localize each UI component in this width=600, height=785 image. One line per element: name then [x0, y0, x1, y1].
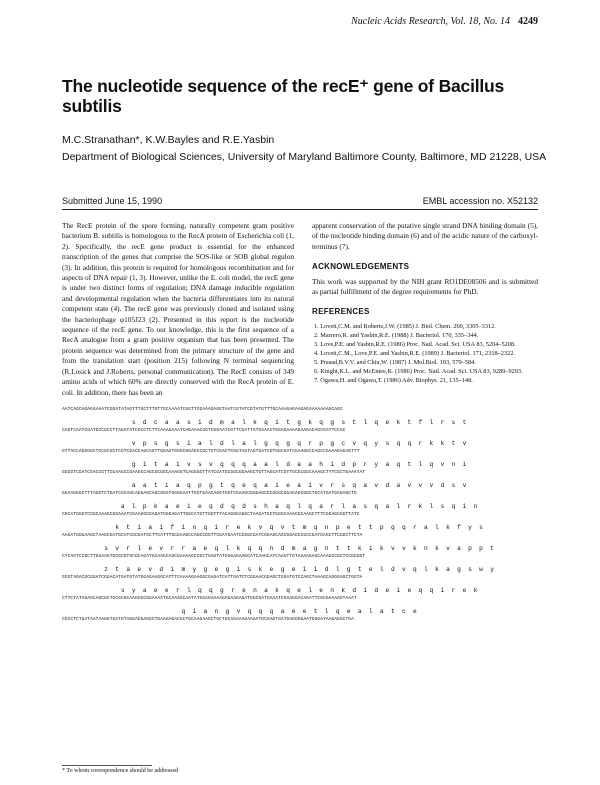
- header-divider: [62, 209, 538, 210]
- amino-acid-line: v p s g s i a l d l a l g q g q r p g c v q y s q q r k k t v: [131, 440, 469, 447]
- sequence-row: [62, 607, 538, 623]
- footnote-divider: [62, 765, 152, 766]
- footnote: * To whom correspondence should be addressed: [62, 768, 179, 774]
- acknowledgements-heading: ACKNOWLEDGEMENTS: [312, 262, 410, 272]
- sequence-figure: [62, 406, 538, 628]
- sequence-row: [62, 439, 538, 455]
- nucleotide-line: GTTACCAGGGGCTCCGCGCTCGTCGACCAGCAGTTGGAGTGGGCGGAGCCGCTCTCGACTCGGTAGTAGTGATCGTGGCGATCGAAGGCCAGCCGAAAGAGAGTTT: [62, 449, 360, 454]
- amino-acid-line: s y a e e r l q q g r e n a k q e l e n k d i d e i e q q i r e k: [120, 587, 480, 594]
- nucleotide-line: CTTCTATAGAGCAGCGCTGCGCGCAAGGGCGGAAAATGCAAAGCAATATGGAGAAAAGAGAAGAGATGGCGATGAAATCGAAGGACAGATTCGCGAAAAGTAAAT: [62, 596, 357, 601]
- reference-item: 4. Lovett,C.M., Love,P.E. and Yasbin,R.E. (1989) J. Bacteriol. 171, 2318–2322.: [314, 349, 515, 357]
- nucleotide-line: GCGTAGACGCGGATCGGACATGATGTATGGAGAAGGCATTTCAAAAGAAGGCGAGATCATTGATCTCGGAACGGAGCTGGATGTCCAGCTAAAGCAGGGAGCTGGTA: [62, 575, 363, 580]
- sequence-row: [62, 481, 538, 497]
- body-paragraph: The RecE protein of the spore forming, naturally competent gram positive bacterium B. subtilis is homologous to the RecA protein of Escherichia coli (1, 2). Specifically, the recE gene product is essential for the enhanced transcription of the genes that comprise the SOS-like or SOB global regulon (3). In addition, this protein is required for homologous recombination and for aspects of DNA repair (1, 3). However, unlike the E. coli model, the recE gene is under two distinct forms of regulation; DNA damage inducible regulation and developmental regulation when the bacteria differentiates into its natural competent state (4). The recE gene was previously cloned and isolated using the bacteriophage φ105J23 (2). Presented in this report is the nucleotide sequence of the recE gene. To our knowledge, this is the first sequence of a RecA analogue from a gram positive organism that has been presented. The protein sequence was determined from the primary structure of the gene and from the translation start (position 215) following N terminal sequencing (R.Losick and J.Roberts, personal communication). The RecE consists of 349 amino acids of which 60% are directly conserved with the RecA protein of E. coli. In addition, there has been an: [62, 221, 294, 397]
- journal-citation: Nucleic Acids Research, Vol. 18, No. 14: [351, 16, 510, 27]
- nucleotide-line: CAGTCAATCGATGCCGCCTTAGATATCGCCTCTTCAAAGAAATCAGAAACGGTCGGAATCGTTCGATTATGAAACTGGAGAAAAGAAGACAGCGATTCCAC: [62, 428, 346, 433]
- reference-list: [312, 322, 538, 385]
- amino-acid-line: s d c a a s i d m a l k q i t g k q g s t l q e k t f l r s t: [131, 419, 469, 426]
- references-heading: REFERENCES: [312, 307, 370, 317]
- amino-acid-line: a l p k a e i e q d q d s h a q l q a r l a s q a l r k l s q i n: [120, 503, 480, 510]
- sequence-row: [62, 406, 538, 413]
- sequence-row: [62, 565, 538, 581]
- nucleotide-line: CGCCTCTGATAATAAGGTGATGTAGGAGGAGGCTGAAGAGACGCTGCAAGAAGCTGCTGCAGAAAGAAGATGCGAGTGATGAGGGGAATGGGATAAGAGGCTGA: [62, 617, 354, 622]
- nucleotide-line: AAGATGGGAAGCTAAGCGATGCATCGCGATGCTTCATTTGCGAAGCCAGCCGGTTCGATGAATCCGGCGATCGGAGCAGCGGAGCCGCCGATGAGCTTCGGCTTCTA: [62, 533, 363, 538]
- nucleotide-line: CTCAGTCCGCTTGGAAGTGCGCGTGCGCAGATGCAAGCAGCGAAAAGCCGCTGAGTATGGGAGAAGCATCAAGCATCAAGTTGTAAAAGAGCAAAGCCGCTCCGCGGT: [62, 554, 366, 559]
- reference-item: 7. Ogawa,H. and Ogawa,T. (1986) Adv. Biophys. 21, 135–148.: [314, 376, 473, 384]
- body-column-left: [62, 221, 294, 398]
- amino-acid-line: a a t i a q p g t q e q a i e a i v r s q a v d a v v v d s v: [131, 482, 469, 489]
- sequence-row: [62, 460, 538, 476]
- author-list: M.C.Stranathan*, K.W.Bayles and R.E.Yasbin: [62, 134, 275, 146]
- reference-item: 2. Marrero,R. and Yasbin,R.E. (1988) J. Bacteriol. 170, 335–344.: [314, 331, 479, 339]
- affiliation: Department of Biological Sciences, University of Maryland Baltimore County, Baltimore, MD 21228, USA: [62, 151, 547, 163]
- sequence-row: [62, 544, 538, 560]
- submission-date: Submitted June 15, 1990: [62, 196, 163, 206]
- body-paragraph-continued: apparent conservation of the putative single strand DNA binding domain (5), of the nucleotide binding domain (6) and of the acidic nature of the carboxyl-terminus (7).: [312, 221, 538, 251]
- page-number: 4249: [518, 16, 538, 27]
- sequence-row: [62, 523, 538, 539]
- sequence-row: [62, 586, 538, 602]
- body-column-right: [312, 221, 538, 385]
- nucleotide-line: AATCAGCAGAGAAAATCGGATATAGTTTGCTTTGTTGCAAAATCGGTTCGAAAGAGGTAATCGTATCGTATGTTTGCAAAGAGAAGAGAAAAAAAGCAGC: [62, 407, 343, 412]
- sequence-row: [62, 502, 538, 518]
- amino-acid-line: g i t a i v s v q q q a a l d a a h i d p r y a q t l q v n i: [131, 461, 469, 468]
- amino-acid-line: s v r l e v r r a e q l k q q n d m a g n t t k i k v v k n k v a p p t: [104, 545, 496, 552]
- reference-item: 1. Lovett,C.M. and Roberts,J.W. (1985) J. Biol. Chem. 260, 3305–3312.: [314, 322, 496, 330]
- embl-accession: EMBL accession no. X52132: [422, 196, 538, 206]
- reference-item: 3. Love,P.E. and Yasbin,R.E. (1986) Proc. Natl. Acad. Sci. USA 83, 5204–5208.: [314, 340, 516, 348]
- nucleotide-line: GGCGTCGATCGACCGTTCGAAGCCGAAGCCAGCGCGGCAAAGGTCAGGGGTTATCGATGCGGCGGAAGCTGTTAGCATCGTTGCGCGGCAAAGCTTTCGCTGAAATAT: [62, 470, 366, 475]
- nucleotide-line: CGCATGGGTCCGCAAAGCGGAAATCGAAGGCGAGATGGGAGATTGGCATGTTGGTTTACAGGGAGGCTAAGATGCTGGGCAAAGGCAAGCTTTCGGAGCGGTTATC: [62, 512, 360, 517]
- article-title: The nucleotide sequence of the recE⁺ gene of Bacillus subtilis: [62, 76, 505, 116]
- amino-acid-line: z t a e v d i m y g e g i s k e g e i i d l g t e l d v q l k a g s w y: [104, 566, 496, 573]
- amino-acid-line: k t i a i f i n q i r e k v q v t m q n p e t t p q q r a l k f y s: [115, 524, 485, 531]
- amino-acid-line: q i a n g v q q q a e e t l q e a l a t c e: [181, 608, 419, 615]
- running-head: [351, 16, 538, 27]
- reference-item: 5. Prasad,B.V.V. and Chiu,W. (1987) J. Mol.Biol. 193, 579–584.: [314, 358, 476, 366]
- acknowledgements-text: This work was supported by the NIH grant RO1DE08506 and is submitted as partial fulfillment of the degree requirements for PhD.: [312, 276, 538, 297]
- sequence-row: [62, 418, 538, 434]
- nucleotide-line: GGAAGGGCTTTAGGTCTGATCGCAGCAGGAGCAGCGGGTGGGGAATTGGTGAACAGGTGGTCGAAGCGGGAGCGCGGGCGGAGAGCGGCTGCATGATGAGAGCTG: [62, 491, 357, 496]
- reference-item: 6. Knight,K.L. and McEntee,K. (1986) Proc. Natl. Acad. Sci. USA 83, 9289–9293.: [314, 367, 523, 375]
